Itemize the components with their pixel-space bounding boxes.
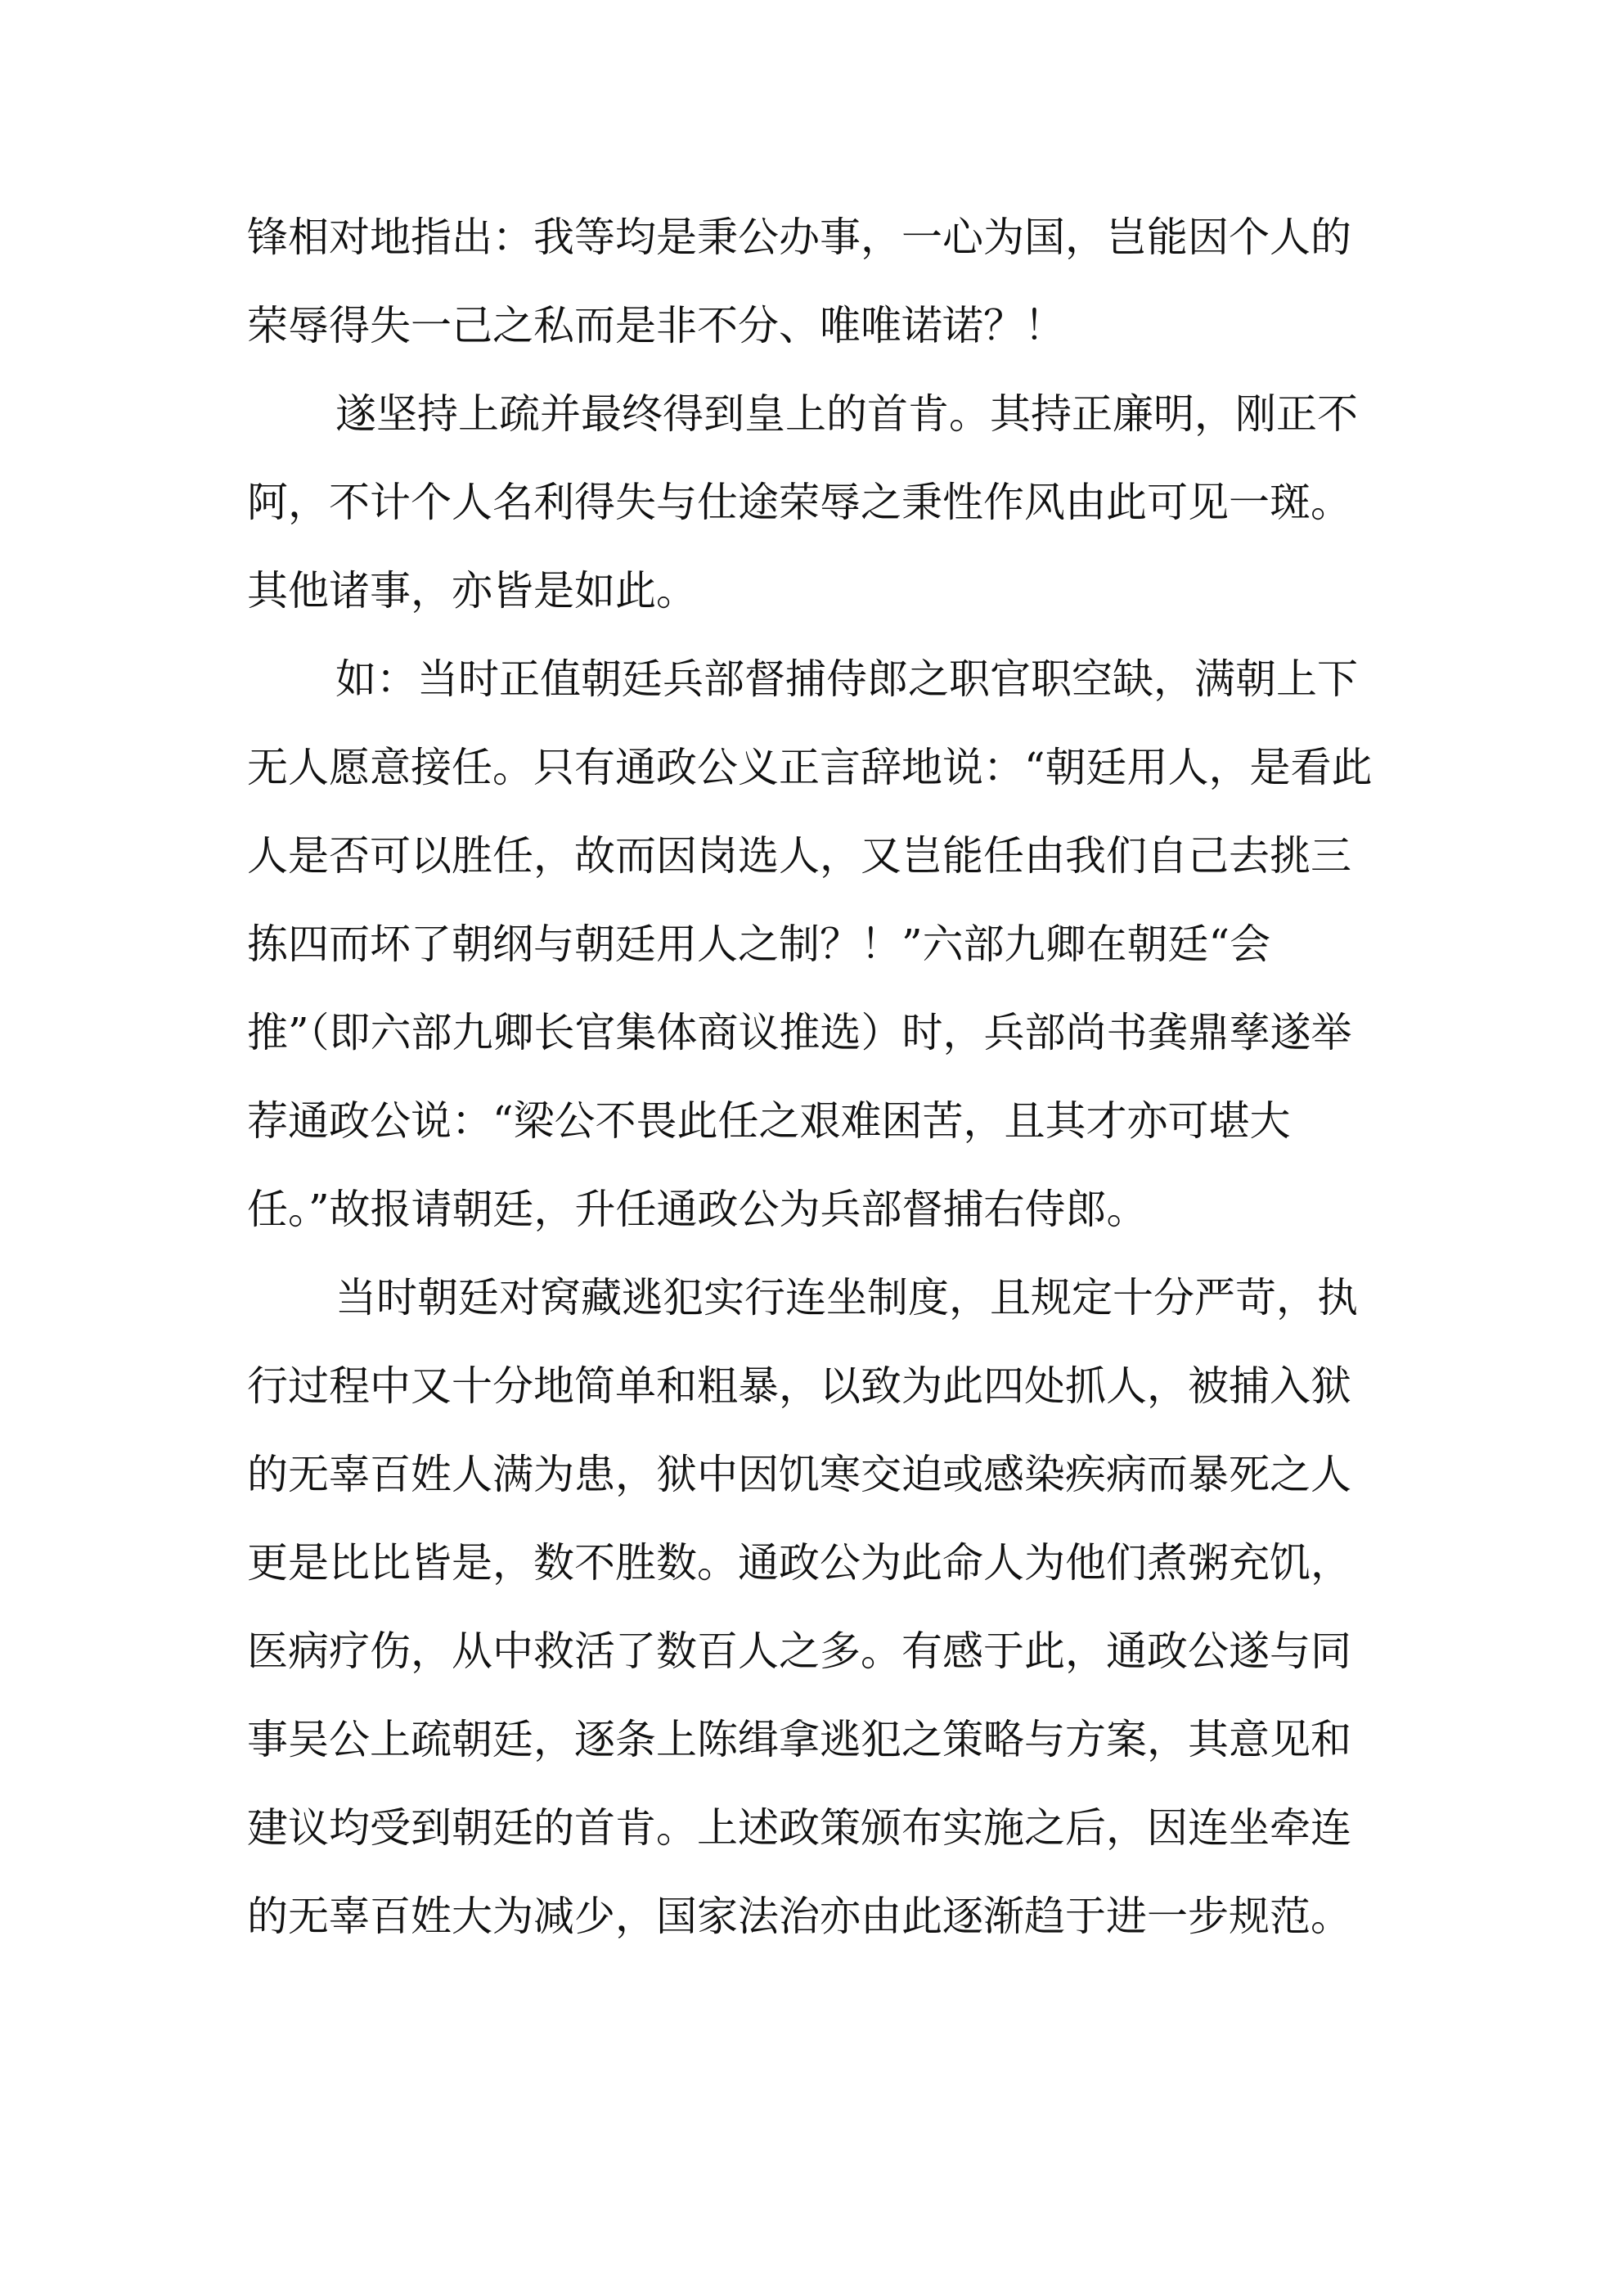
body-text bbox=[247, 193, 1389, 1961]
paragraph: 锋相对地指出：我等均是秉公办事，一心为国，岂能因个人的荣辱得失一己之私而是非不分、唯唯诺诺？！ bbox=[247, 214, 1351, 349]
paragraph: 遂坚持上疏并最终得到皇上的首肯。其持正廉明，刚正不阿，不计个人名利得失与仕途荣辱之秉性作风由此可见一斑。其他诸事，亦皆是如此。 bbox=[247, 390, 1358, 615]
paragraph: 如：当时正值朝廷兵部督捕侍郎之职官职空缺，满朝上下无人愿意接任。只有通政公义正言辞地说：“朝廷用人，是看此人是否可以胜任，故而因岗选人，又岂能任由我们自己去挑三拣四而坏了朝纲与朝廷用人之制？！”六部九卿在朝廷“会推”（即六部九卿长官集体商议推选）时，兵部尚书龚鼎孳遂举荐通政公说：“梁公不畏此任之艰难困苦，且其才亦可堪大任。”故报请朝廷，升任通政公为兵部督捕右侍郎。 bbox=[247, 655, 1373, 1233]
paragraph: 当时朝廷对窝藏逃犯实行连坐制度，且规定十分严苛，执行过程中又十分地简单和粗暴，以致为此四处抓人，被捕入狱的无辜百姓人满为患，狱中因饥寒交迫或感染疾病而暴死之人更是比比皆是，数不胜数。通政公为此命人为他们煮粥充饥，医病疗伤，从中救活了数百人之多。有感于此，通政公遂与同事吴公上疏朝廷，逐条上陈缉拿逃犯之策略与方案，其意见和建议均受到朝廷的首肯。上述政策颁布实施之后，因连坐牵连的无辜百姓大为减少，国家法治亦由此逐渐趋于进一步规范。 bbox=[247, 1274, 1358, 1940]
